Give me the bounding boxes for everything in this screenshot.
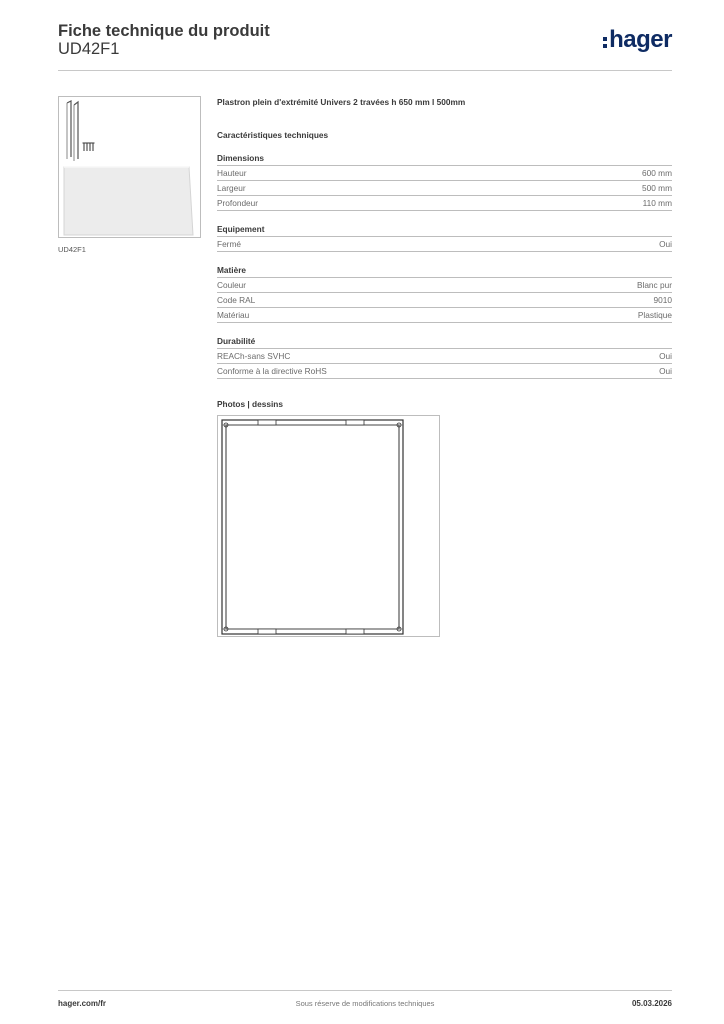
spec-label: Couleur bbox=[217, 280, 247, 290]
spec-value: 110 mm bbox=[642, 198, 672, 208]
thumbnail-caption: UD42F1 bbox=[58, 245, 86, 254]
photos-title: Photos | dessins bbox=[217, 399, 283, 409]
group-title: Durabilité bbox=[217, 335, 672, 349]
group-dimensions bbox=[217, 152, 672, 211]
group-title: Matière bbox=[217, 264, 672, 278]
spec-label: Conforme à la directive RoHS bbox=[217, 366, 327, 376]
spec-label: Largeur bbox=[217, 183, 246, 193]
spec-value: Plastique bbox=[637, 310, 672, 320]
group-matiere bbox=[217, 264, 672, 323]
document-title: Fiche technique du produit bbox=[58, 22, 270, 40]
group-title: Equipement bbox=[217, 223, 672, 237]
characteristics-title: Caractéristiques techniques bbox=[217, 130, 329, 140]
technical-drawing-illustration bbox=[218, 416, 439, 636]
spec-row bbox=[217, 308, 672, 323]
spec-value: Blanc pur bbox=[636, 280, 672, 290]
page-footer bbox=[58, 990, 672, 1011]
page-header bbox=[58, 20, 672, 71]
spec-value: Oui bbox=[659, 366, 672, 376]
spec-row bbox=[217, 293, 672, 308]
product-reference: UD42F1 bbox=[58, 40, 120, 58]
spec-row bbox=[217, 349, 672, 364]
group-durabilite bbox=[217, 335, 672, 379]
spec-value: 500 mm bbox=[642, 183, 672, 193]
footer-disclaimer: Sous réserve de modifications techniques bbox=[295, 999, 435, 1008]
logo-dots-icon bbox=[603, 37, 607, 48]
website-link[interactable]: hager.com/fr bbox=[58, 999, 107, 1008]
spec-row bbox=[217, 237, 672, 252]
technical-drawing bbox=[217, 415, 440, 637]
spec-label: Fermé bbox=[217, 239, 241, 249]
group-title: Dimensions bbox=[217, 152, 672, 166]
spec-value: 9010 bbox=[653, 295, 672, 305]
hager-logo[interactable] bbox=[603, 26, 672, 54]
spec-label: Profondeur bbox=[217, 198, 259, 208]
spec-row bbox=[217, 278, 672, 293]
product-thumbnail-illustration bbox=[59, 97, 200, 237]
spec-row bbox=[217, 196, 672, 211]
spec-row bbox=[217, 166, 672, 181]
spec-value: Oui bbox=[659, 239, 672, 249]
spec-label: Hauteur bbox=[217, 168, 247, 178]
spec-row bbox=[217, 364, 672, 379]
footer-date: 05.03.2026 bbox=[631, 999, 672, 1008]
spec-label: REACh-sans SVHC bbox=[217, 351, 291, 361]
spec-row bbox=[217, 181, 672, 196]
logo-text: hager bbox=[609, 26, 672, 53]
spec-value: Oui bbox=[659, 351, 672, 361]
spec-label: Code RAL bbox=[217, 295, 256, 305]
spec-value: 600 mm bbox=[642, 168, 672, 178]
group-equipement bbox=[217, 223, 672, 252]
product-details bbox=[217, 96, 672, 637]
product-thumbnail bbox=[58, 96, 201, 238]
spec-label: Matériau bbox=[217, 310, 250, 320]
product-description: Plastron plein d'extrémité Univers 2 travées h 650 mm l 500mm bbox=[217, 97, 466, 107]
